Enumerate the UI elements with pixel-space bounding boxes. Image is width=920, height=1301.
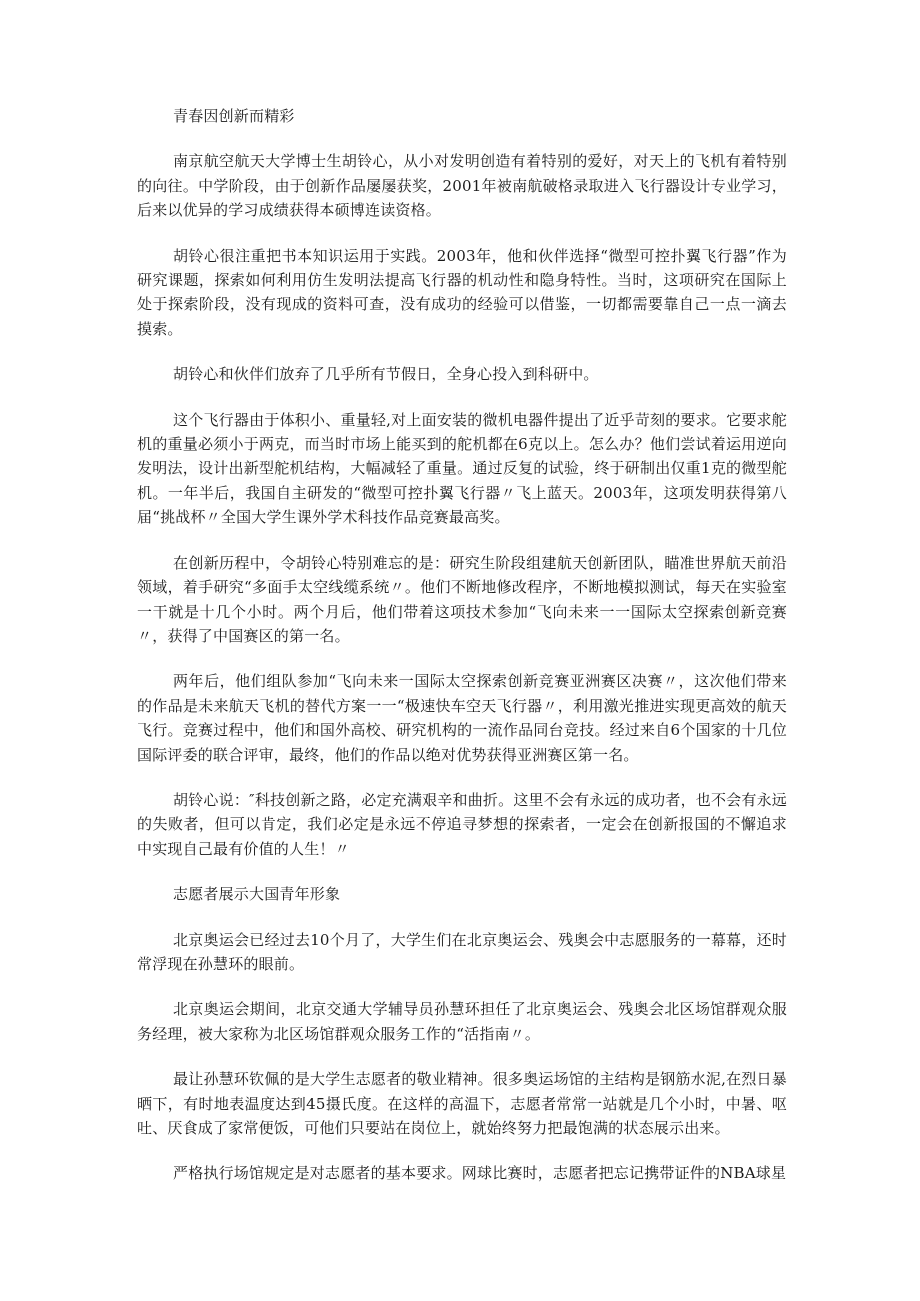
- document-body: [137, 104, 787, 1207]
- paragraph: 胡铃心很注重把书本知识运用于实践。2003年，他和伙伴选择“微型可控扑翼飞行器”作为研究课题，探索如何利用仿生发明法提高飞行器的机动性和隐身特性。当时，这项研究在国际上处于探索阶段，没有现成的资料可查，没有成功的经验可以借鉴，一切都需要靠自己一点一滴去摸索。: [137, 246, 787, 338]
- paragraph-quote: 胡铃心说：″科技创新之路，必定充满艰辛和曲折。这里不会有永远的成功者，也不会有永远的失败者，但可以肯定，我们必定是永远不停追寻梦想的探索者，一定会在创新报国的不懈追求中实现自己最有价值的人生！〃: [137, 790, 787, 858]
- paragraph: 北京奥运会已经过去10个月了，大学生们在北京奥运会、残奥会中志愿服务的一幕幕，还时常浮现在孙慧环的眼前。: [137, 930, 787, 973]
- paragraph: 南京航空航天大学博士生胡铃心，从小对发明创造有着特别的爱好，对天上的飞机有着特别的向往。中学阶段，由于创新作品屡屡获奖，2001年被南航破格录取进入飞行器设计专业学习，后来以优异的学习成绩获得本硕博连读资格。: [137, 152, 787, 220]
- paragraph: 严格执行场馆规定是对志愿者的基本要求。网球比赛时，志愿者把忘记携带证件的NBA球星: [173, 1164, 787, 1183]
- section-title-volunteers: 志愿者展示大国青年形象: [173, 885, 341, 904]
- paragraph: 胡铃心和伙伴们放弃了几乎所有节假日，全身心投入到科研中。: [173, 365, 599, 384]
- section-title-innovation: 青春因创新而精彩: [173, 107, 295, 125]
- paragraph: 两年后，他们组队参加“飞向未来一国际太空探索创新竞赛亚洲赛区决赛〃，这次他们带来的作品是未来航天飞机的替代方案一一“极速快车空天飞行器〃，利用激光推进实现更高效的航天飞行。竞赛过程中，他们和国外高校、研究机构的一流作品同台竞技。经过来自6个国家的十几位国际评委的联合评审，最终，他们的作品以绝对优势获得亚洲赛区第一名。: [137, 672, 787, 764]
- paragraph: 最让孙慧环钦佩的是大学生志愿者的敬业精神。很多奥运场馆的主结构是钢筋水泥,在烈日暴晒下，有时地表温度达到45摄氏度。在这样的高温下，志愿者常常一站就是几个小时，中暑、呕吐、厌食成了家常便饭，可他们只要站在岗位上，就始终努力把最饱满的状态展示出来。: [137, 1070, 787, 1137]
- paragraph: 北京奥运会期间，北京交通大学辅导员孙慧环担任了北京奥运会、残奥会北区场馆群观众服务经理，被大家称为北区场馆群观众服务工作的“活指南〃。: [137, 1000, 787, 1043]
- paragraph: 在创新历程中，令胡铃心特别难忘的是：研究生阶段组建航天创新团队，瞄准世界航天前沿领域，着手研究“多面手太空线缆系统〃。他们不断地修改程序，不断地模拟测试，每天在实验室一干就是十几个小时。两个月后，他们带着这项技术参加“飞向未来一一国际太空探索创新竞赛〃，获得了中国赛区的第一名。: [137, 553, 787, 645]
- paragraph: 这个飞行器由于体积小、重量轻,对上面安装的微机电器件提出了近乎苛刻的要求。它要求舵机的重量必须小于两克，而当时市场上能买到的舵机都在6克以上。怎么办？他们尝试着运用逆向发明法，设计出新型舵机结构，大幅减轻了重量。通过反复的试验，终于研制出仅重1克的微型舵机。一年半后，我国自主研发的“微型可控扑翼飞行器〃飞上蓝天。2003年，这项发明获得第八届“挑战杯〃全国大学生课外学术科技作品竞赛最高奖。: [137, 410, 787, 527]
